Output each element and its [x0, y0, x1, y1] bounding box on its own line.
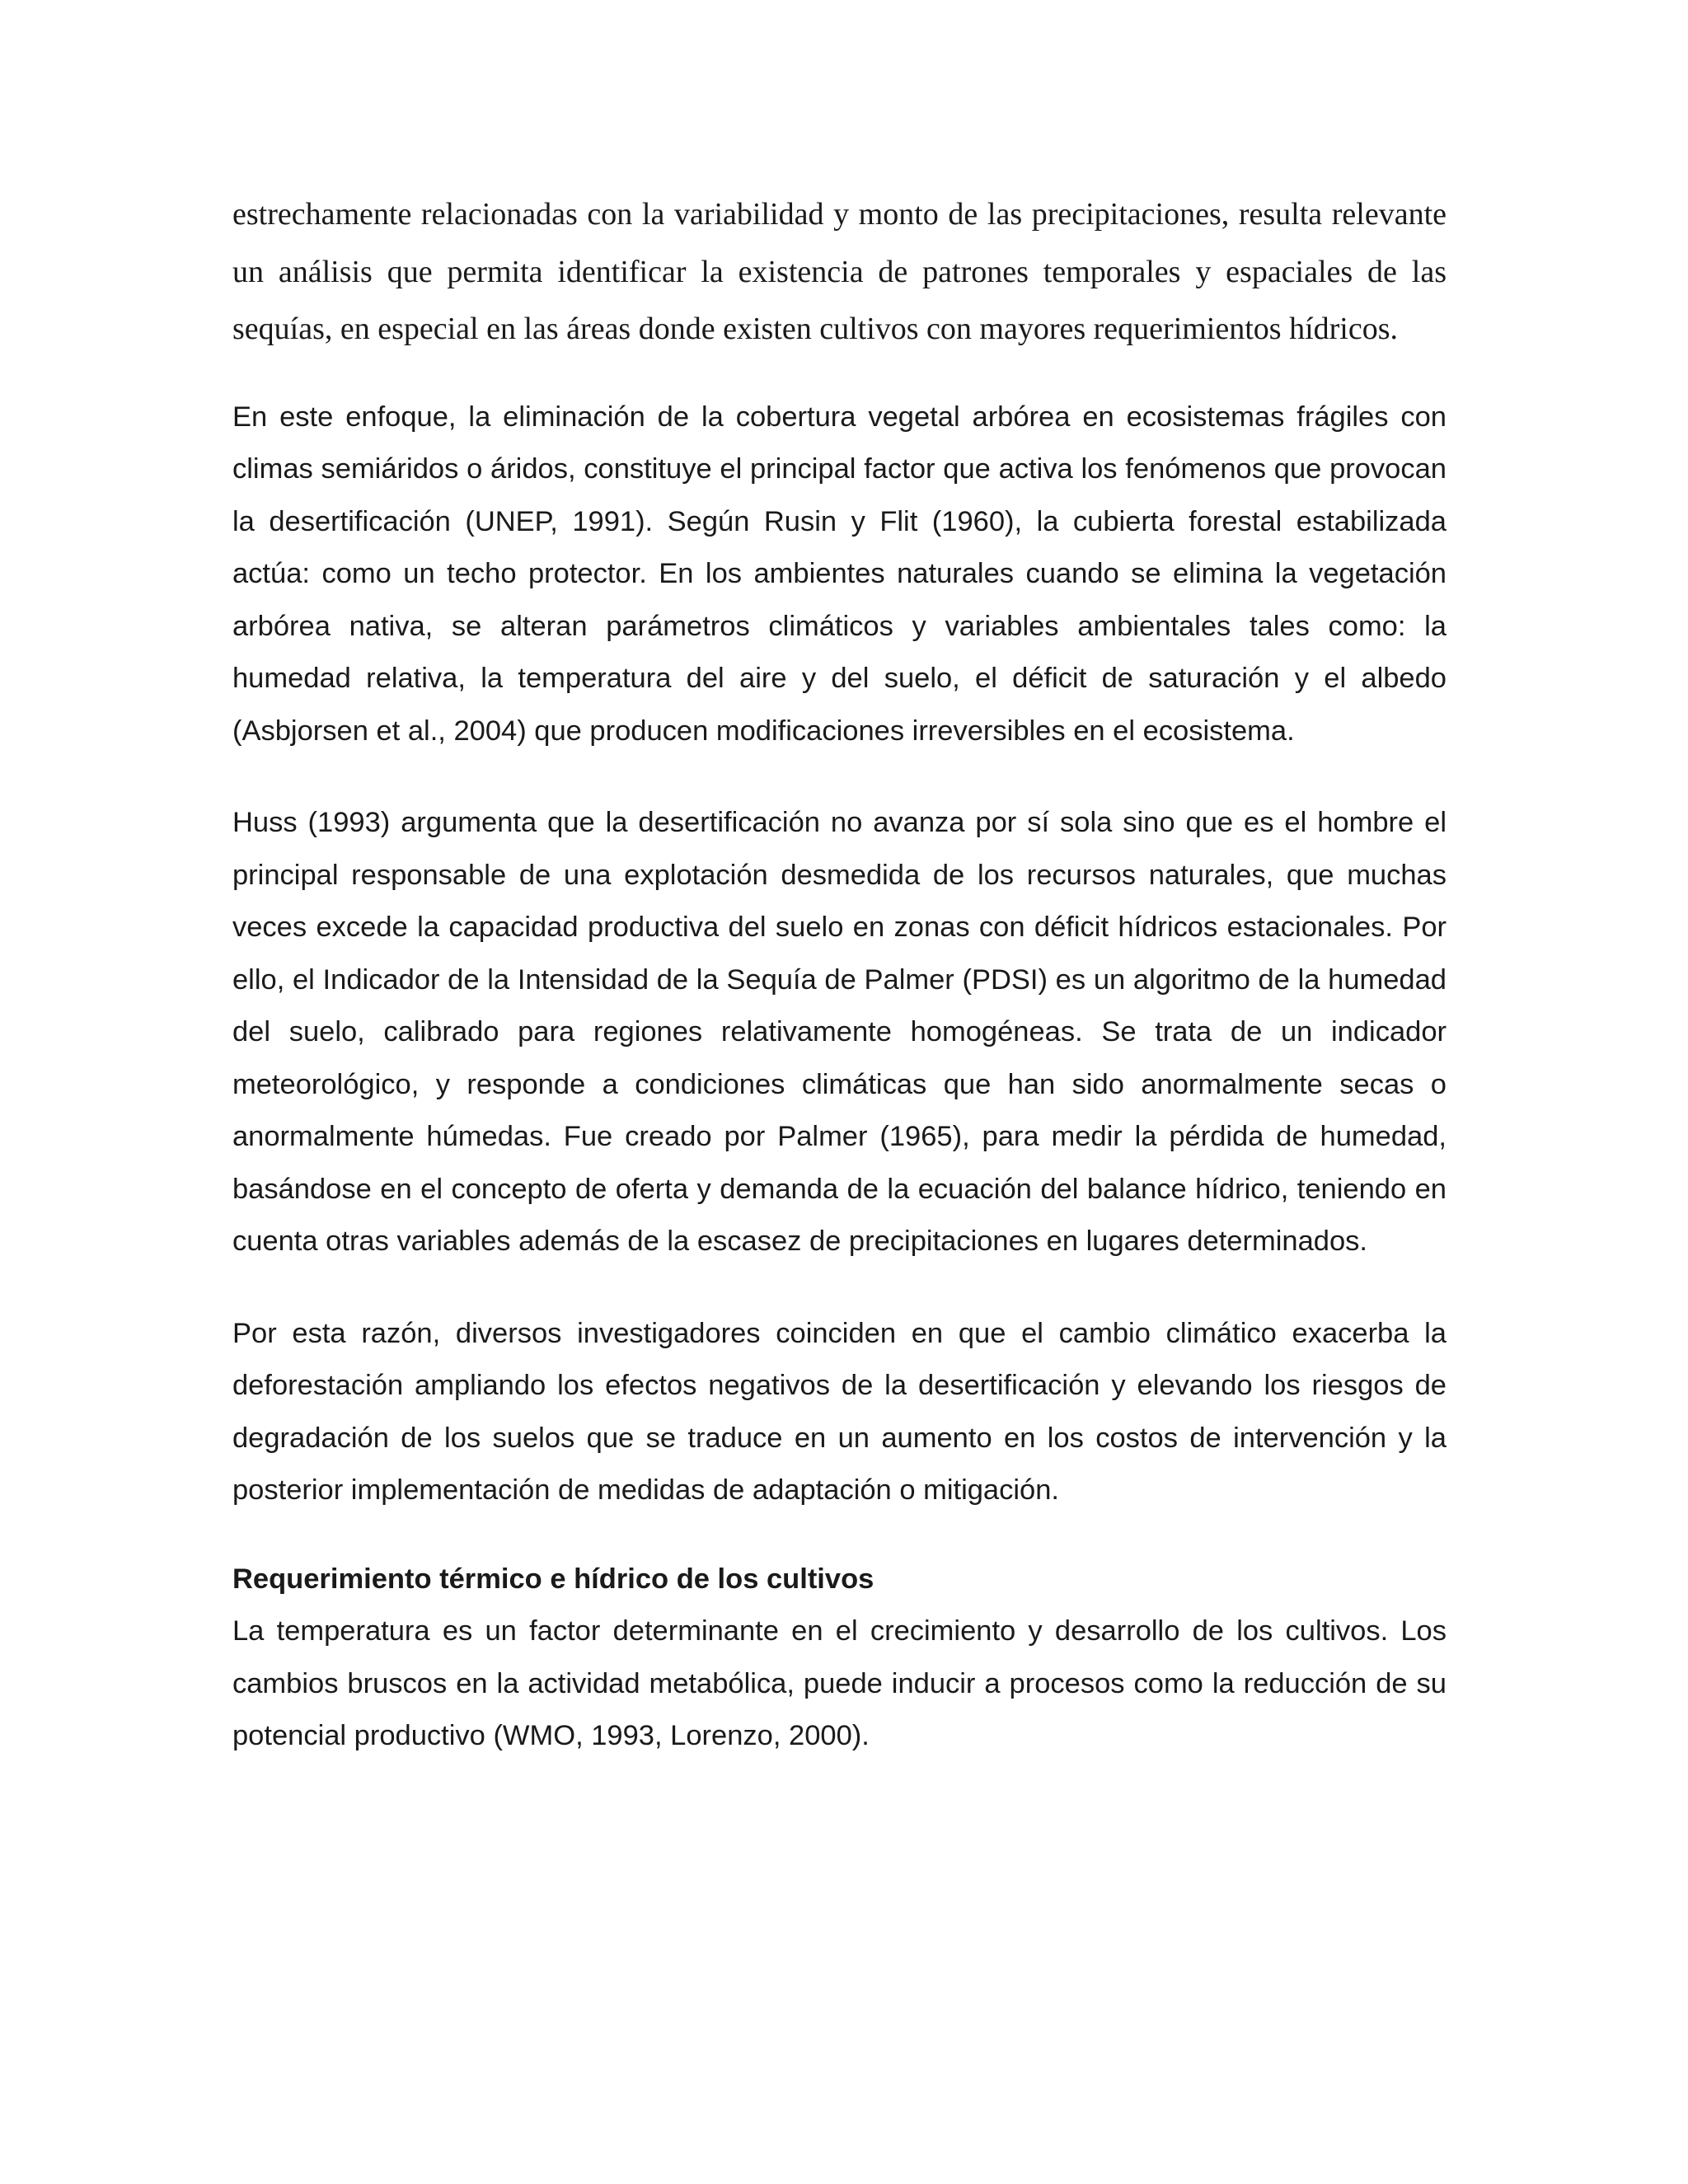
- document-page: [232, 186, 1447, 1763]
- section-heading: Requerimiento térmico e hídrico de los cultivos: [232, 1563, 874, 1595]
- paragraph-climate-change: Por esta razón, diversos investigadores coinciden en que el cambio climático exacerba la deforestación ampliando los efectos negativos de la desertificación y elevando los riesgos de degradación de los suelos que se traduce en un aumento en los costos de intervención y la posterior implementación de medidas de adaptación o mitigación.: [232, 1317, 1447, 1506]
- paragraph-drought-analysis: estrechamente relacionadas con la variabilidad y monto de las precipitaciones, resulta relevante un análisis que permita identificar la existencia de patrones temporales y espaciales de las sequías, en especial en las áreas donde existen cultivos con mayores requerimientos hídricos.: [232, 197, 1447, 346]
- paragraph-vegetation-removal: En este enfoque, la eliminación de la cobertura vegetal arbórea en ecosistemas frágiles con climas semiáridos o áridos, constituye el principal factor que activa los fenómenos que provocan la desertificación (UNEP, 1991). Según Rusin y Flit (1960), la cubierta forestal estabilizada actúa: como un techo protector. En los ambientes naturales cuando se elimina la vegetación arbórea nativa, se alteran parámetros climáticos y variables ambientales tales como: la humedad relativa, la temperatura del aire y del suelo, el déficit de saturación y el albedo (Asbjorsen et al., 2004) que producen modificaciones irreversibles en el ecosistema.: [232, 401, 1447, 747]
- paragraph-desertification-pdsi: Huss (1993) argumenta que la desertificación no avanza por sí sola sino que es el hombre el principal responsable de una explotación desmedida de los recursos naturales, que muchas veces excede la capacidad productiva del suelo en zonas con déficit hídricos estacionales. Por ello, el Indicador de la Intensidad de la Sequía de Palmer (PDSI) es un algoritmo de la humedad del suelo, calibrado para regiones relativamente homogéneas. Se trata de un indicador meteorológico, y responde a condiciones climáticas que han sido anormalmente secas o anormalmente húmedas. Fue creado por Palmer (1965), para medir la pérdida de humedad, basándose en el concepto de oferta y demanda de la ecuación del balance hídrico, teniendo en cuenta otras variables además de la escasez de precipitaciones en lugares determinados.: [232, 807, 1447, 1257]
- paragraph-temperature: La temperatura es un factor determinante en el crecimiento y desarrollo de los cultivos. Los cambios bruscos en la actividad metabólica, puede inducir a procesos como la reducción de su potencial productivo (WMO, 1993, Lorenzo, 2000).: [232, 1615, 1447, 1751]
